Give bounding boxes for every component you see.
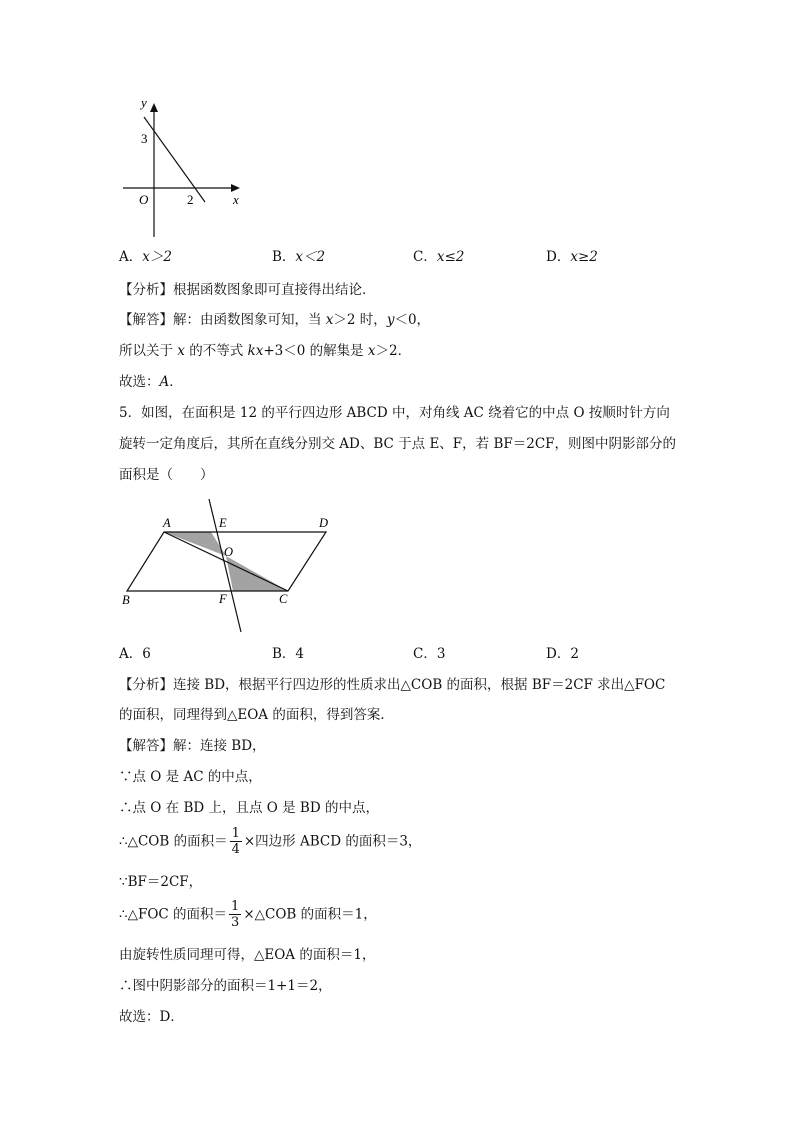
function-line [144, 117, 205, 202]
q5-conclusion: 故选：D． [119, 1009, 184, 1025]
q5-option-d: D．2 [546, 646, 579, 662]
y-axis-label: y [141, 95, 147, 110]
y-axis-arrow [150, 103, 158, 112]
q5-solution-line-3: ∴点 O 在 BD 上，且点 O 是 BD 的中点， [119, 800, 379, 816]
x-axis-arrow [231, 184, 240, 192]
label-e: E [219, 516, 227, 530]
parallelogram-figure [112, 496, 352, 636]
x-intercept-label: 2 [187, 192, 194, 207]
label-c: C [279, 592, 288, 606]
q5-stem-line-1: 5．如图，在面积是 12 的平行四边形 ABCD 中，对角线 AC 绕着它的中点 O 按顺时针方向 [119, 405, 670, 421]
q4-option-a: A．x＞2 [119, 249, 172, 265]
x-axis-label: x [233, 192, 239, 207]
q5-option-c: C．3 [413, 646, 446, 662]
q5-stem-line-3: 面积是（ ） [119, 467, 214, 483]
fraction-one-quarter: $\frac{1}{4}$ [231, 826, 240, 857]
q4-solution-line-2: 所以关于 x 的不等式 kx+3＜0 的解集是 x＞2． [119, 343, 412, 359]
q5-solution-line-5: ∵BF＝2CF， [119, 874, 203, 890]
q5-solution-line-4: ∴△COB 的面积＝ $\frac{1}{4}$ ×四边形 ABCD 的面积＝3， [119, 826, 422, 857]
diagonal-ac [164, 532, 288, 591]
label-d: D [319, 516, 329, 530]
q5-analysis-line-2: 的面积，同理得到△EOA 的面积，得到答案． [119, 707, 394, 723]
q5-stem-line-2: 旋转一定角度后，其所在直线分别交 AD、BC 于点 E、F，若 BF＝2CF，则图中阴影部分的 [119, 436, 677, 452]
label-b: B [122, 593, 130, 607]
q4-solution-line-1: 【解答】解：由函数图象可知，当 x＞2 时，y＜0， [119, 312, 431, 328]
label-a: A [163, 516, 171, 530]
q5-option-a: A．6 [119, 646, 151, 662]
q4-analysis: 【分析】根据函数图象即可直接得出结论． [119, 282, 376, 298]
q5-option-b: B．4 [272, 646, 305, 662]
origin-label: O [139, 192, 149, 207]
q4-option-b: B．x＜2 [272, 249, 326, 265]
q4-option-d: D．x≥2 [546, 249, 598, 265]
q4-conclusion: 故选：A． [119, 374, 183, 390]
shaded-triangle-foc [226, 556, 288, 591]
q5-solution-line-6: ∴△FOC 的面积＝ $\frac{1}{3}$ ×△COB 的面积＝1， [119, 899, 377, 930]
fraction-one-third: $\frac{1}{3}$ [231, 899, 240, 930]
q5-solution-line-7: 由旋转性质同理可得，△EOA 的面积＝1， [119, 947, 376, 963]
label-f: F [219, 592, 227, 606]
function-graph [118, 92, 248, 242]
shaded-triangle-eoa [164, 532, 226, 556]
q5-solution-line-8: ∴图中阴影部分的面积＝1+1＝2， [119, 978, 332, 994]
y-intercept-label: 3 [141, 131, 148, 146]
q4-option-c: C．x≤2 [413, 249, 465, 265]
q5-solution-line-1: 【解答】解：连接 BD， [119, 738, 266, 754]
label-o: O [224, 545, 234, 559]
q5-analysis-line-1: 【分析】连接 BD，根据平行四边形的性质求出△COB 的面积，根据 BF＝2CF 求出△FOC [119, 677, 666, 693]
q5-solution-line-2: ∵点 O 是 AC 的中点， [119, 769, 262, 785]
